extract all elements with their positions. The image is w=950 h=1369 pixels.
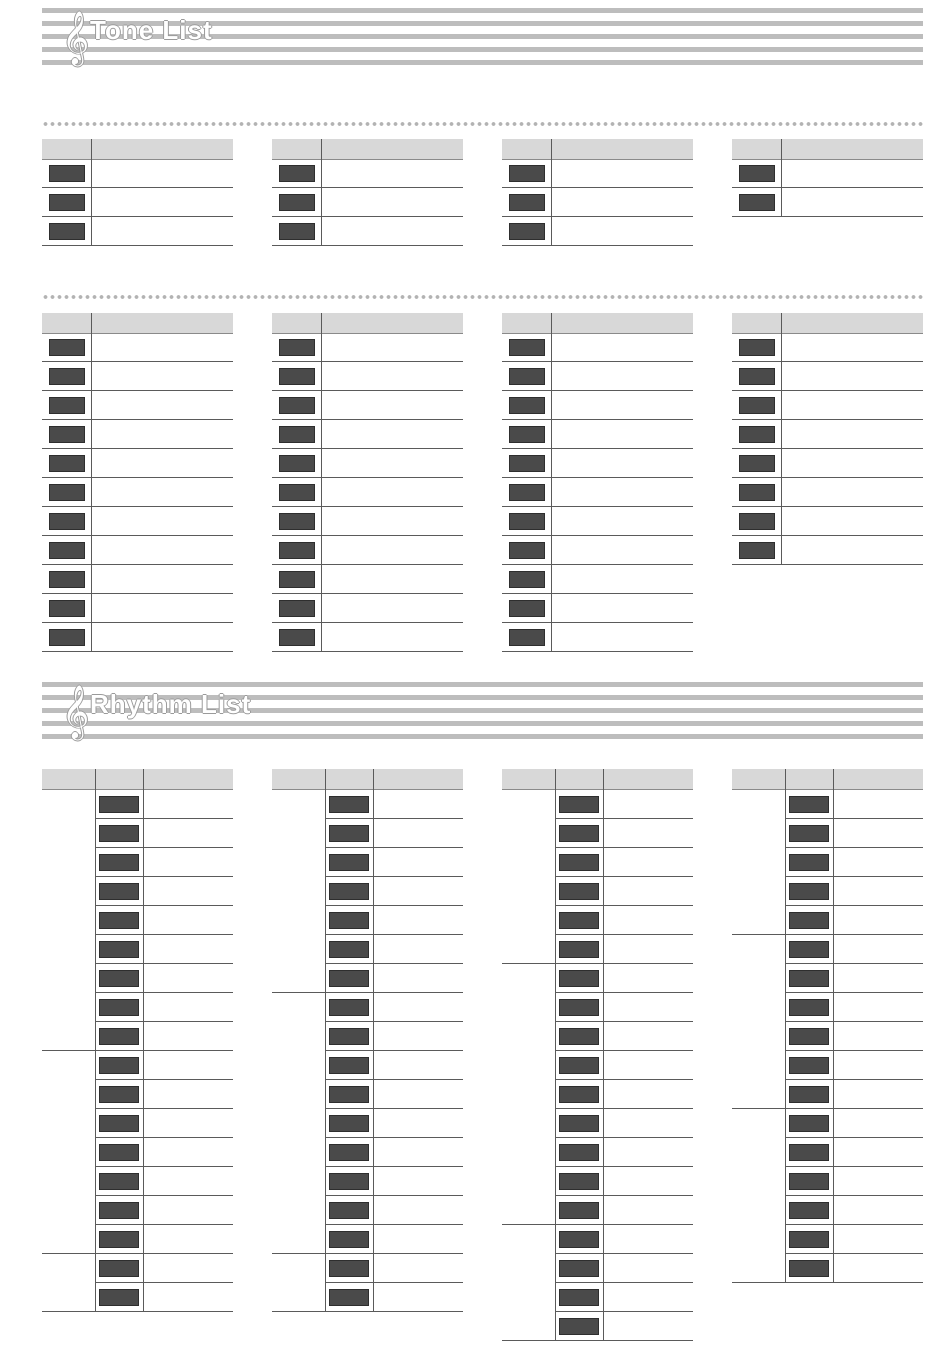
tone-number-button[interactable] <box>279 397 315 414</box>
rhythm-number-button[interactable] <box>329 1231 369 1248</box>
rhythm-number-button[interactable] <box>559 1115 599 1132</box>
column-divider <box>91 313 92 652</box>
tone-number-button[interactable] <box>509 629 545 646</box>
row-divider <box>555 934 693 935</box>
row-divider <box>42 535 233 536</box>
row-divider <box>555 992 693 993</box>
rhythm-number-button[interactable] <box>789 1260 829 1277</box>
row-divider <box>502 390 693 391</box>
row-divider <box>95 1021 233 1022</box>
rhythm-number-button[interactable] <box>329 1115 369 1132</box>
row-divider <box>502 564 693 565</box>
rhythm-number-button[interactable] <box>789 1086 829 1103</box>
tone-number-button[interactable] <box>279 165 315 182</box>
rhythm-number-button[interactable] <box>789 1202 829 1219</box>
rhythm-number-button[interactable] <box>329 1028 369 1045</box>
table-header <box>42 769 233 790</box>
rhythm-number-button[interactable] <box>559 912 599 929</box>
rhythm-number-button[interactable] <box>789 796 829 813</box>
category-divider-line <box>272 1253 463 1254</box>
rhythm-number-button[interactable] <box>329 883 369 900</box>
rhythm-number-button[interactable] <box>559 1144 599 1161</box>
rhythm-number-button[interactable] <box>99 1173 139 1190</box>
rhythm-number-button[interactable] <box>559 941 599 958</box>
row-divider <box>272 622 463 623</box>
section-divider-dots <box>42 121 923 127</box>
row-divider <box>42 477 233 478</box>
row-divider <box>732 535 923 536</box>
row-divider <box>732 506 923 507</box>
row-divider <box>785 1137 923 1138</box>
row-divider <box>502 216 693 217</box>
row-divider <box>555 905 693 906</box>
rhythm-table <box>272 769 463 1312</box>
tone-number-button[interactable] <box>739 165 775 182</box>
tone-number-button[interactable] <box>509 397 545 414</box>
tone-number-button[interactable] <box>739 397 775 414</box>
tone-number-button[interactable] <box>509 600 545 617</box>
row-divider <box>555 1195 693 1196</box>
rhythm-number-button[interactable] <box>789 1231 829 1248</box>
row-divider <box>502 593 693 594</box>
row-divider <box>95 1166 233 1167</box>
tone-number-button[interactable] <box>49 368 85 385</box>
row-divider <box>502 361 693 362</box>
row-divider <box>272 535 463 536</box>
tone-number-button[interactable] <box>279 455 315 472</box>
column-divider <box>551 139 552 246</box>
tone-table <box>732 139 923 217</box>
row-divider <box>325 1050 463 1051</box>
row-divider <box>785 847 923 848</box>
tone-number-button[interactable] <box>509 426 545 443</box>
row-divider <box>732 390 923 391</box>
tone-number-button[interactable] <box>49 397 85 414</box>
rhythm-number-button[interactable] <box>329 999 369 1016</box>
tone-number-button[interactable] <box>279 484 315 501</box>
row-divider <box>42 361 233 362</box>
rhythm-number-button[interactable] <box>99 1260 139 1277</box>
row-divider <box>732 216 923 217</box>
tone-number-button[interactable] <box>49 484 85 501</box>
row-divider <box>272 390 463 391</box>
rhythm-number-button[interactable] <box>99 796 139 813</box>
rhythm-table <box>42 769 233 1312</box>
row-divider <box>325 1079 463 1080</box>
column-divider <box>91 139 92 246</box>
row-divider <box>95 1079 233 1080</box>
column-divider <box>551 313 552 652</box>
row-divider <box>502 535 693 536</box>
tone-number-button[interactable] <box>279 223 315 240</box>
tone-number-button[interactable] <box>279 194 315 211</box>
row-divider <box>42 448 233 449</box>
rhythm-number-button[interactable] <box>99 1202 139 1219</box>
rhythm-number-button[interactable] <box>99 1231 139 1248</box>
rhythm-number-button[interactable] <box>559 1028 599 1045</box>
tone-table <box>732 313 923 565</box>
row-divider <box>732 448 923 449</box>
row-divider <box>272 216 463 217</box>
rhythm-number-button[interactable] <box>559 796 599 813</box>
row-divider <box>785 1050 923 1051</box>
rhythm-number-button[interactable] <box>559 854 599 871</box>
tone-number-button[interactable] <box>279 600 315 617</box>
rhythm-number-button[interactable] <box>329 854 369 871</box>
tone-number-button[interactable] <box>509 339 545 356</box>
row-divider <box>325 1195 463 1196</box>
row-divider <box>272 361 463 362</box>
row-divider <box>325 963 463 964</box>
tone-number-button[interactable] <box>739 194 775 211</box>
row-divider <box>95 847 233 848</box>
row-divider <box>785 1021 923 1022</box>
row-divider <box>732 419 923 420</box>
tone-number-button[interactable] <box>279 629 315 646</box>
row-divider <box>325 905 463 906</box>
table-header <box>732 769 923 790</box>
rhythm-list-banner <box>42 682 923 740</box>
tone-table <box>272 139 463 246</box>
rhythm-number-button[interactable] <box>99 1086 139 1103</box>
row-divider <box>95 905 233 906</box>
category-divider-line <box>502 1340 693 1341</box>
row-divider <box>785 963 923 964</box>
row-divider <box>785 818 923 819</box>
tone-number-button[interactable] <box>49 223 85 240</box>
tone-number-button[interactable] <box>49 600 85 617</box>
tone-number-button[interactable] <box>49 542 85 559</box>
rhythm-table <box>502 769 693 1341</box>
rhythm-number-button[interactable] <box>329 1086 369 1103</box>
table-header <box>732 313 923 334</box>
rhythm-number-button[interactable] <box>329 1057 369 1074</box>
row-divider <box>95 876 233 877</box>
tone-number-button[interactable] <box>509 484 545 501</box>
tone-table <box>42 139 233 246</box>
row-divider <box>95 1224 233 1225</box>
table-header <box>502 313 693 334</box>
row-divider <box>555 1253 693 1254</box>
row-divider <box>732 477 923 478</box>
tone-number-button[interactable] <box>509 542 545 559</box>
row-divider <box>555 1166 693 1167</box>
row-divider <box>502 245 693 246</box>
row-divider <box>95 1282 233 1283</box>
rhythm-number-button[interactable] <box>789 1144 829 1161</box>
rhythm-number-button[interactable] <box>559 1202 599 1219</box>
row-divider <box>95 818 233 819</box>
row-divider <box>555 847 693 848</box>
row-divider <box>555 1311 693 1312</box>
row-divider <box>502 187 693 188</box>
row-divider <box>785 992 923 993</box>
rhythm-number-button[interactable] <box>99 854 139 871</box>
row-divider <box>325 1282 463 1283</box>
row-divider <box>555 876 693 877</box>
rhythm-table <box>732 769 923 1283</box>
table-header <box>42 139 233 160</box>
column-divider <box>781 313 782 565</box>
category-divider-line <box>502 963 693 964</box>
tone-number-button[interactable] <box>49 165 85 182</box>
rhythm-number-button[interactable] <box>99 970 139 987</box>
row-divider <box>785 1195 923 1196</box>
row-divider <box>272 593 463 594</box>
row-divider <box>272 506 463 507</box>
row-divider <box>555 1021 693 1022</box>
row-divider <box>95 1137 233 1138</box>
row-divider <box>272 187 463 188</box>
tone-number-button[interactable] <box>49 194 85 211</box>
tone-table <box>272 313 463 652</box>
tone-number-button[interactable] <box>279 426 315 443</box>
rhythm-number-button[interactable] <box>99 825 139 842</box>
tone-list-banner <box>42 8 923 66</box>
row-divider <box>555 1137 693 1138</box>
tone-number-button[interactable] <box>739 455 775 472</box>
column-divider <box>373 769 374 1312</box>
row-divider <box>42 390 233 391</box>
row-divider <box>272 448 463 449</box>
rhythm-number-button[interactable] <box>789 912 829 929</box>
tone-table <box>502 313 693 652</box>
row-divider <box>555 1079 693 1080</box>
tone-number-button[interactable] <box>279 339 315 356</box>
rhythm-number-button[interactable] <box>329 1260 369 1277</box>
rhythm-number-button[interactable] <box>789 970 829 987</box>
tone-table <box>42 313 233 652</box>
treble-clef-icon: 𝄞 <box>62 10 90 64</box>
rhythm-number-button[interactable] <box>559 1260 599 1277</box>
row-divider <box>785 1253 923 1254</box>
tone-number-button[interactable] <box>509 165 545 182</box>
rhythm-number-button[interactable] <box>789 854 829 871</box>
rhythm-number-button[interactable] <box>329 912 369 929</box>
category-divider-line <box>42 1311 233 1312</box>
rhythm-number-button[interactable] <box>99 1115 139 1132</box>
row-divider <box>502 622 693 623</box>
category-divider-line <box>42 1253 233 1254</box>
rhythm-number-button[interactable] <box>789 941 829 958</box>
column-divider <box>603 769 604 1341</box>
row-divider <box>42 564 233 565</box>
category-divider-line <box>272 992 463 993</box>
row-divider <box>95 963 233 964</box>
tone-table <box>502 139 693 246</box>
rhythm-number-button[interactable] <box>789 1173 829 1190</box>
category-divider-line <box>42 1050 233 1051</box>
rhythm-number-button[interactable] <box>99 999 139 1016</box>
row-divider <box>42 593 233 594</box>
row-divider <box>272 419 463 420</box>
tone-number-button[interactable] <box>279 542 315 559</box>
row-divider <box>272 651 463 652</box>
tone-number-button[interactable] <box>739 542 775 559</box>
category-divider-line <box>732 1282 923 1283</box>
row-divider <box>42 216 233 217</box>
rhythm-number-button[interactable] <box>99 1028 139 1045</box>
rhythm-number-button[interactable] <box>559 825 599 842</box>
row-divider <box>555 818 693 819</box>
table-header <box>502 769 693 790</box>
row-divider <box>95 934 233 935</box>
rhythm-number-button[interactable] <box>329 1173 369 1190</box>
rhythm-number-button[interactable] <box>789 883 829 900</box>
tone-number-button[interactable] <box>49 513 85 530</box>
rhythm-number-button[interactable] <box>329 1289 369 1306</box>
rhythm-number-button[interactable] <box>559 999 599 1016</box>
rhythm-number-button[interactable] <box>329 970 369 987</box>
rhythm-number-button[interactable] <box>559 1173 599 1190</box>
tone-number-button[interactable] <box>739 339 775 356</box>
category-divider <box>325 769 326 1312</box>
tone-number-button[interactable] <box>509 368 545 385</box>
row-divider <box>95 1195 233 1196</box>
row-divider <box>555 1108 693 1109</box>
row-divider <box>732 564 923 565</box>
row-divider <box>502 477 693 478</box>
rhythm-number-button[interactable] <box>789 1057 829 1074</box>
tone-list-title: Tone List <box>90 15 213 45</box>
tone-number-button[interactable] <box>279 368 315 385</box>
row-divider <box>502 448 693 449</box>
tone-number-button[interactable] <box>739 368 775 385</box>
rhythm-number-button[interactable] <box>99 883 139 900</box>
row-divider <box>325 934 463 935</box>
row-divider <box>732 361 923 362</box>
category-divider-line <box>732 1108 923 1109</box>
category-divider <box>555 769 556 1341</box>
rhythm-number-button[interactable] <box>789 999 829 1016</box>
rhythm-number-button[interactable] <box>329 1144 369 1161</box>
tone-number-button[interactable] <box>49 571 85 588</box>
rhythm-number-button[interactable] <box>789 825 829 842</box>
row-divider <box>42 506 233 507</box>
tone-number-button[interactable] <box>49 339 85 356</box>
row-divider <box>95 992 233 993</box>
tone-number-button[interactable] <box>509 455 545 472</box>
rhythm-number-button[interactable] <box>789 1028 829 1045</box>
rhythm-number-button[interactable] <box>559 1289 599 1306</box>
rhythm-number-button[interactable] <box>99 1057 139 1074</box>
row-divider <box>785 905 923 906</box>
table-header <box>272 139 463 160</box>
rhythm-number-button[interactable] <box>329 1202 369 1219</box>
category-divider-line <box>732 934 923 935</box>
tone-number-button[interactable] <box>509 571 545 588</box>
treble-clef-icon: 𝄞 <box>62 684 90 738</box>
row-divider <box>42 651 233 652</box>
tone-number-button[interactable] <box>509 194 545 211</box>
category-divider <box>95 769 96 1312</box>
row-divider <box>555 1050 693 1051</box>
row-divider <box>325 818 463 819</box>
rhythm-number-button[interactable] <box>559 970 599 987</box>
rhythm-number-button[interactable] <box>99 1289 139 1306</box>
row-divider <box>325 1021 463 1022</box>
rhythm-number-button[interactable] <box>99 941 139 958</box>
tone-number-button[interactable] <box>49 455 85 472</box>
tone-number-button[interactable] <box>739 513 775 530</box>
row-divider <box>42 187 233 188</box>
row-divider <box>42 419 233 420</box>
rhythm-number-button[interactable] <box>329 941 369 958</box>
rhythm-number-button[interactable] <box>99 1144 139 1161</box>
column-divider <box>321 313 322 652</box>
rhythm-number-button[interactable] <box>559 1231 599 1248</box>
rhythm-number-button[interactable] <box>559 1318 599 1335</box>
row-divider <box>42 245 233 246</box>
row-divider <box>95 1108 233 1109</box>
row-divider <box>502 506 693 507</box>
section-divider-dots <box>42 294 923 300</box>
tone-number-button[interactable] <box>739 426 775 443</box>
rhythm-list-title: Rhythm List <box>90 689 252 719</box>
tone-number-button[interactable] <box>509 223 545 240</box>
table-header <box>272 769 463 790</box>
tone-number-button[interactable] <box>279 571 315 588</box>
column-divider <box>781 139 782 217</box>
row-divider <box>272 477 463 478</box>
row-divider <box>502 419 693 420</box>
tone-number-button[interactable] <box>279 513 315 530</box>
rhythm-number-button[interactable] <box>99 912 139 929</box>
table-header <box>42 313 233 334</box>
row-divider <box>785 1224 923 1225</box>
row-divider <box>42 622 233 623</box>
row-divider <box>325 1166 463 1167</box>
row-divider <box>272 245 463 246</box>
rhythm-number-button[interactable] <box>789 1115 829 1132</box>
rhythm-number-button[interactable] <box>559 1086 599 1103</box>
category-divider-line <box>502 1224 693 1225</box>
column-divider <box>143 769 144 1312</box>
row-divider <box>325 876 463 877</box>
tone-number-button[interactable] <box>739 484 775 501</box>
tone-number-button[interactable] <box>509 513 545 530</box>
row-divider <box>325 1137 463 1138</box>
row-divider <box>272 564 463 565</box>
column-divider <box>321 139 322 246</box>
row-divider <box>785 876 923 877</box>
tone-number-button[interactable] <box>49 426 85 443</box>
table-header <box>732 139 923 160</box>
row-divider <box>785 1166 923 1167</box>
row-divider <box>325 847 463 848</box>
category-divider-line <box>272 1311 463 1312</box>
row-divider <box>325 1224 463 1225</box>
row-divider <box>785 1079 923 1080</box>
table-header <box>502 139 693 160</box>
row-divider <box>732 187 923 188</box>
rhythm-number-button[interactable] <box>329 796 369 813</box>
table-header <box>272 313 463 334</box>
row-divider <box>502 651 693 652</box>
tone-number-button[interactable] <box>49 629 85 646</box>
rhythm-number-button[interactable] <box>559 883 599 900</box>
rhythm-number-button[interactable] <box>559 1057 599 1074</box>
row-divider <box>325 1108 463 1109</box>
rhythm-number-button[interactable] <box>329 825 369 842</box>
row-divider <box>555 1282 693 1283</box>
